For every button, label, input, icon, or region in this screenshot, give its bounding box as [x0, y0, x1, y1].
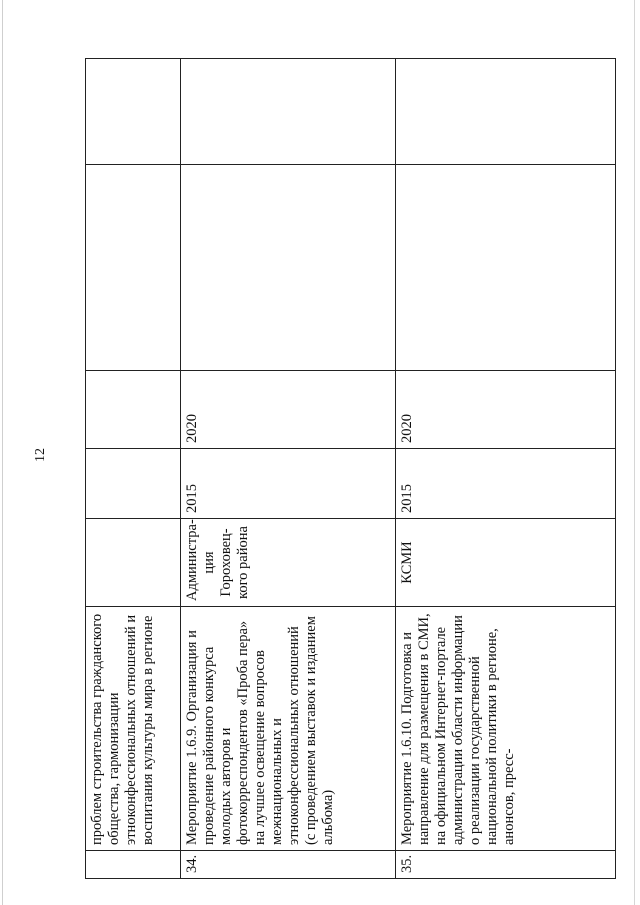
start-year-cell: 2015: [396, 449, 616, 519]
start-year-cell: [86, 449, 181, 519]
table-row: [181, 59, 396, 879]
table-row: [86, 59, 181, 879]
page-edge-left: [2, 0, 3, 905]
end-year-cell: 2020: [181, 371, 396, 449]
executor-cell: [86, 519, 181, 607]
executor-cell: КСМИ: [396, 519, 616, 607]
row-number-cell: [86, 851, 181, 879]
empty-cell: [86, 165, 181, 371]
empty-cell: [396, 59, 616, 165]
start-year-cell: 2015: [181, 449, 396, 519]
activity-text-cell: Мероприятие 1.6.10. Подготовка и направление для размещения в СМИ, на официальном Интернет-портале администрации области информации о реализации государственной национальной политики в регионе, анонсов, пресс-: [396, 607, 616, 851]
program-table: [85, 59, 615, 879]
table-row: [396, 59, 616, 879]
end-year-cell: [86, 371, 181, 449]
activity-text-cell: Мероприятие 1.6.9. Организация и проведение районного конкурса молодых авторов и фотокорреспондентов «Проба пера» на лучшее освещение вопросов межнациональных и этноконфессиональных отношений (с проведением выставок и изданием альбома): [181, 607, 396, 851]
page-edge-right: [634, 0, 635, 905]
page-number: 12: [33, 448, 48, 462]
program-table-grid: [85, 58, 616, 879]
empty-cell: [396, 165, 616, 371]
executor-cell: Администра-ция Гороховец-кого района: [181, 519, 396, 607]
empty-cell: [86, 59, 181, 165]
empty-cell: [181, 59, 396, 165]
activity-text-cell: проблем строительства гражданского общества, гармонизации этноконфессиональных отношений и воспитания культуры мира в регионе: [86, 607, 181, 851]
empty-cell: [181, 165, 396, 371]
row-number-cell: 34.: [181, 851, 396, 879]
row-number-cell: 35.: [396, 851, 616, 879]
end-year-cell: 2020: [396, 371, 616, 449]
